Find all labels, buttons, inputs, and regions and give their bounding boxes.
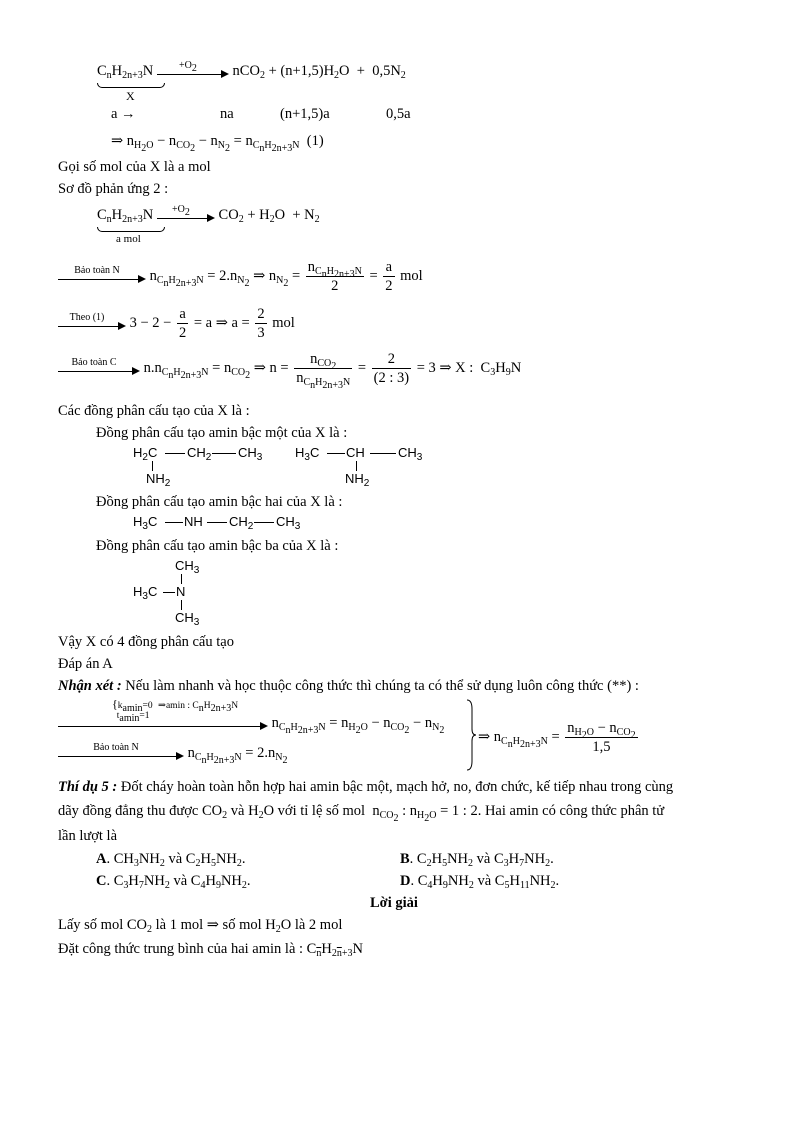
example-5-line2: dãy đồng đẳng thu được $CO_2$ và $H_2O$ với tỉ lệ số mol $n_{CO_2}$ : $n_{H_2O} = 1$ : 2. Hai amin có công thức phân tử — [58, 803, 665, 824]
structure-ethylmethylamine: $H_3C$ — [133, 514, 158, 532]
step-arrow: Bảo toàn N — [58, 268, 146, 286]
option-b[interactable]: B. $C_2H_5NH_2$ và $C_3H_7NH_2$. — [400, 851, 554, 869]
isomers-tertiary: Đồng phân cấu tạo amin bậc ba của X là : — [96, 538, 339, 554]
reaction-arrow: $+O_2$ — [157, 63, 229, 81]
option-c[interactable]: C. $C_3H_7NH_2$ và $C_4H_9NH_2$. — [96, 873, 251, 891]
remark-condition: {$k_{amin}=0$ $t_{amin}=1$ — [112, 697, 153, 724]
example-5: Thí dụ 5 : Đốt cháy hoàn toàn hỗn hợp hai amin bậc một, mạch hở, no, đơn chức, kế tiếp nhau trong cùng — [58, 779, 674, 795]
step-arrow: Bảo toàn N — [58, 745, 184, 763]
step-arrow — [58, 715, 268, 733]
structure-isopropylamine: $H_3C$ — [295, 445, 320, 463]
answer: Đáp án A — [58, 656, 113, 672]
reaction-2-amount: a mol — [116, 233, 141, 245]
remark-line-1: $n_{C_nH_{2n+3}N} = n_{H_2O} - n_{CO_2} - n_{N_2}$ — [58, 715, 444, 733]
bond — [165, 453, 185, 454]
reaction-1 — [97, 60, 406, 82]
solution-line-1: Lấy số mol $CO_2$ là 1 mol ⇒ số mol $H_2O$ là 2 mol — [58, 917, 343, 935]
reaction-arrow: $+O_2$ — [157, 207, 215, 225]
solution-line-2: Đặt công thức trung bình của hai amin là : $C_{\overline{n}}H_{2\overline{n}+3}N$ — [58, 941, 363, 959]
fraction: $\frac{a}{2}$ — [178, 306, 187, 342]
reaction-1-lhs: $C_nH_{2n+3}N$ — [97, 63, 154, 82]
step-nitrogen: Bảo toàn N $n_{C_nH_{2n+3}N} = 2.n_{N_2}$ ⇒ $n_{N_2}$ = $\frac{n_{C_nH_{2n+3}N}}{2}$ = $\frac{a}{2}$ mol — [58, 258, 423, 295]
isomers-primary: Đồng phân cấu tạo amin bậc một của X là : — [96, 425, 348, 441]
bond — [207, 522, 227, 523]
bond — [165, 522, 183, 523]
solution-title: Lời giải — [370, 895, 418, 911]
underbrace — [97, 227, 165, 232]
example-5-line3: lần lượt là — [58, 828, 118, 844]
mol-n2: 0,5a — [386, 106, 411, 122]
bond — [327, 453, 345, 454]
isomers-secondary: Đồng phân cấu tạo amin bậc hai của X là : — [96, 494, 343, 510]
bond — [254, 522, 274, 523]
option-d[interactable]: D. $C_4H_9NH_2$ và $C_5H_{11}NH_2$. — [400, 873, 560, 891]
step-carbon: Bảo toàn C $n.n_{C_nH_{2n+3}N} = n_{CO_2}$ ⇒ n = $\frac{n_{CO_2}}{n_{C_nH_{2n+3}N}}$ = $\frac{2}{(2 : 3)}$ = 3 ⇒ X : $C_3H_9N$ — [58, 350, 521, 387]
bond — [181, 600, 182, 610]
bond — [212, 453, 236, 454]
fraction: $\frac{2}{3}$ — [257, 306, 265, 342]
bond — [163, 592, 175, 593]
structure-trimethylamine: $CH_3$ — [175, 558, 200, 576]
structure-propylamine: $H_2C$ — [133, 445, 158, 463]
bond — [356, 461, 357, 471]
fraction: $\frac{n_{CO_2}}{n_{C_nH_{2n+3}N}}$ — [296, 351, 351, 392]
bond — [152, 461, 153, 471]
mol-water: (n+1,5)a — [280, 106, 330, 122]
mol-na: na — [220, 106, 234, 122]
fraction: $\frac{n_{H_2O} - n_{CO_2}}{1,5}$ — [567, 720, 636, 756]
option-a[interactable]: A. $CH_3NH_2$ và $C_2H_5NH_2$. — [96, 851, 246, 869]
reaction-2: $C_nH_{2n+3}N$ $+O_2$ $CO_2 + H_2O + N_2$ — [97, 204, 320, 226]
right-brace — [466, 699, 476, 771]
fraction: $\frac{2}{(2 : 3)}$ — [373, 351, 410, 387]
text-line: Gọi số mol của X là a mol — [58, 159, 211, 175]
text-line: Sơ đồ phản ứng 2 : — [58, 181, 169, 197]
conclusion: Vậy X có 4 đồng phân cấu tạo — [58, 634, 234, 650]
remark-result: ⇒ $n_{C_nH_{2n+3}N}$ = $\frac{n_{H_2O} - n_{CO_2}}{1,5}$ — [478, 720, 636, 756]
mol-row: a → — [111, 106, 136, 122]
remark-line-2: Bảo toàn N $n_{C_nH_{2n+3}N} = 2.n_{N_2}$ — [58, 745, 287, 763]
step-theo-1: Theo (1) 3 − 2 − $\frac{a}{2}$ = a ⇒ a = $\frac{2}{3}$ mol — [58, 305, 295, 342]
bond — [370, 453, 396, 454]
reaction-1-x-label: X — [126, 89, 135, 103]
step-arrow: Theo (1) — [58, 315, 126, 333]
bond — [181, 574, 182, 584]
underbrace — [97, 83, 165, 88]
isomers-heading: Các đồng phân cấu tạo của X là : — [58, 403, 250, 419]
reaction-1-rhs: $nCO_2 + (n+1,5)H_2O + 0,5N_2$ — [232, 63, 406, 82]
remark: Nhận xét : Nếu làm nhanh và học thuộc công thức thì chúng ta có thể sử dụng luôn công thức (**) : — [58, 678, 639, 694]
step-arrow: Bảo toàn C — [58, 360, 140, 378]
fraction: $\frac{a}{2}$ — [385, 259, 393, 295]
fraction: $\frac{n_{C_nH_{2n+3}N}}{2}$ — [307, 259, 362, 295]
equation-1: ⇒ $n_{H_2O} - n_{CO_2} - n_{N_2} = n_{C_nH_{2n+3}N}$ (1) — [111, 133, 324, 154]
